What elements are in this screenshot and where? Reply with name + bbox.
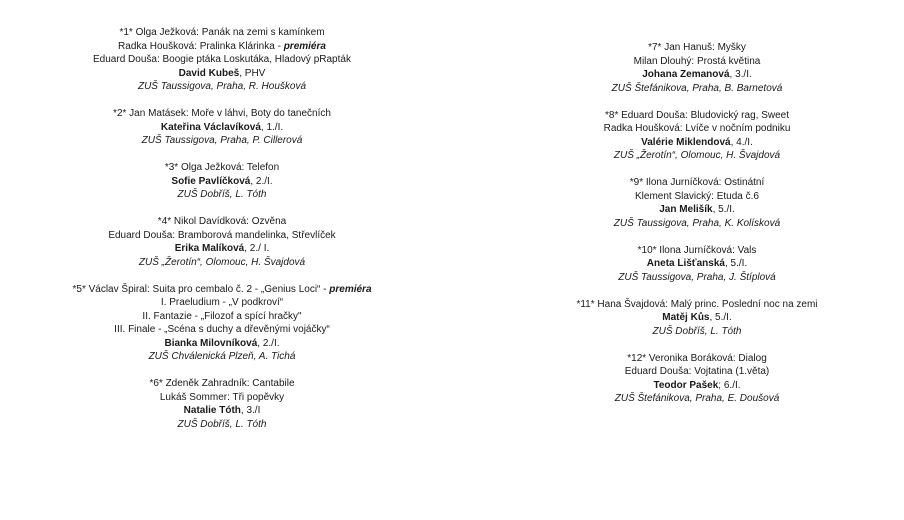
line-text: *9* Ilona Jurníčková: Ostinátní bbox=[629, 177, 765, 188]
line-text: Eduard Douša: Bramborová mandelinka, Střevlíček bbox=[108, 229, 336, 241]
line-text: Radka Houšková: Lvíče v nočním podniku bbox=[603, 123, 791, 134]
school-teacher: ZUŠ Taussigova, Praha, J. Štíplová bbox=[618, 271, 776, 283]
school-teacher: ZUŠ Taussigova, Praha, K. Kolísková bbox=[613, 217, 781, 229]
program-line bbox=[22, 40, 422, 54]
program-entry bbox=[22, 377, 422, 431]
program-line bbox=[22, 350, 422, 364]
line-text: , 3./I. bbox=[729, 69, 752, 80]
program-entry bbox=[22, 215, 422, 269]
performer-name: Matěj Kůs bbox=[662, 312, 710, 323]
program-line bbox=[512, 325, 882, 339]
program-line bbox=[22, 175, 422, 189]
line-text: , 2./I. bbox=[250, 175, 273, 187]
line-text: *10* Ilona Jurníčková: Vals bbox=[637, 244, 757, 256]
program-line bbox=[512, 55, 882, 69]
line-text: *7* Jan Hanuš: Myšky bbox=[648, 42, 746, 53]
program-line bbox=[22, 296, 422, 310]
line-text: *11* Hana Švajdová: Malý princ. Poslední noc na zemi bbox=[576, 298, 818, 310]
program-line bbox=[22, 242, 422, 256]
program-line bbox=[512, 176, 882, 190]
program-entry bbox=[512, 244, 882, 285]
school-teacher: ZUŠ Chválenická Plzeň, A. Tichá bbox=[148, 351, 296, 362]
school-teacher: ZUŠ Štefánikova, Praha, E. Doušová bbox=[614, 393, 780, 404]
program-entry bbox=[22, 161, 422, 202]
program-line bbox=[512, 217, 882, 231]
premiere-mark: premiéra bbox=[329, 283, 372, 295]
school-teacher: ZUŠ Dobříš, L. Tóth bbox=[652, 325, 742, 337]
performer-name: Kateřina Václavíková bbox=[160, 121, 261, 133]
line-text: III. Finale - „Scéna s duchy a dřevěnými vojáčky“ bbox=[114, 324, 330, 335]
line-text: , 2./I. bbox=[257, 337, 280, 349]
line-text: *2* Jan Matásek: Moře v láhvi, Boty do tanečních bbox=[113, 108, 331, 119]
program-line bbox=[512, 352, 882, 366]
school-teacher: ZUŠ Dobříš, L. Tóth bbox=[177, 189, 267, 200]
program-line bbox=[512, 244, 882, 258]
program-line bbox=[512, 149, 882, 163]
program-line bbox=[512, 257, 882, 271]
program-line bbox=[22, 161, 422, 175]
premiere-mark: premiéra bbox=[283, 40, 326, 52]
program-line bbox=[22, 323, 422, 337]
program-line bbox=[22, 121, 422, 135]
line-text: , 1./I. bbox=[260, 121, 284, 133]
program-line bbox=[512, 392, 882, 406]
program-entry bbox=[512, 109, 882, 163]
line-text: , 2./ I. bbox=[244, 243, 270, 254]
line-text: , 3./I bbox=[240, 405, 261, 416]
program-entry bbox=[512, 298, 882, 339]
program-line bbox=[22, 418, 422, 432]
line-text: Klement Slavický: Etuda č.6 bbox=[635, 190, 759, 202]
program-entry bbox=[22, 107, 422, 148]
program-entry bbox=[22, 26, 422, 94]
program-line bbox=[22, 67, 422, 81]
line-text: Eduard Douša: Vojtatina (1.věta) bbox=[624, 366, 770, 377]
line-text: , 5./I. bbox=[712, 204, 735, 215]
school-teacher: ZUŠ Dobříš, L. Tóth bbox=[177, 418, 267, 430]
line-text: *1* Olga Ježková: Panák na zemi s kamínkem bbox=[119, 27, 325, 38]
performer-name: Jan Melišík bbox=[659, 204, 713, 215]
school-teacher: ZUŠ „Žerotín“, Olomouc, H. Švajdová bbox=[138, 256, 306, 268]
program-line bbox=[512, 203, 882, 217]
line-text: , 4./I. bbox=[730, 136, 753, 148]
performer-name: Teodor Pašek bbox=[653, 379, 719, 391]
program-line bbox=[22, 310, 422, 324]
program-line bbox=[22, 256, 422, 270]
program-line bbox=[22, 377, 422, 391]
performer-name: Natalie Tóth bbox=[183, 405, 241, 416]
program-line bbox=[512, 311, 882, 325]
program-line bbox=[22, 337, 422, 351]
program-line bbox=[512, 298, 882, 312]
program-entry bbox=[512, 352, 882, 406]
program-line bbox=[512, 82, 882, 96]
line-text: *6* Zdeněk Zahradník: Cantabile bbox=[149, 378, 295, 389]
program-line bbox=[22, 188, 422, 202]
program-line bbox=[22, 229, 422, 243]
performer-name: Valérie Miklendová bbox=[641, 136, 731, 148]
line-text: *5* Václav Špiral: Suita pro cembalo č. 2 - „Genius Loci“ - bbox=[72, 283, 330, 295]
program-line bbox=[22, 26, 422, 40]
line-text: ; 6./I. bbox=[718, 379, 741, 391]
line-text: Eduard Douša: Boogie ptáka Loskutáka, Hladový pRapták bbox=[93, 54, 351, 65]
program-line bbox=[512, 379, 882, 393]
performer-name: Johana Zemanová bbox=[642, 69, 730, 80]
program-line bbox=[512, 68, 882, 82]
program-column-left bbox=[22, 26, 422, 445]
program-line bbox=[512, 271, 882, 285]
program-line bbox=[22, 134, 422, 148]
performer-name: David Kubeš bbox=[178, 67, 240, 79]
line-text: , 5./I. bbox=[724, 258, 748, 269]
line-text: *4* Nikol Davídková: Ozvěna bbox=[157, 216, 287, 227]
program-line bbox=[22, 53, 422, 67]
program-line bbox=[512, 136, 882, 150]
program-line bbox=[512, 365, 882, 379]
performer-name: Aneta Lišťanská bbox=[646, 258, 725, 269]
line-text: , 5./I. bbox=[709, 312, 732, 323]
program-line bbox=[22, 404, 422, 418]
school-teacher: ZUŠ Taussigova, Praha, R. Houšková bbox=[137, 81, 307, 92]
line-text: , PHV bbox=[239, 67, 266, 79]
line-text: Milan Dlouhý: Prostá květina bbox=[633, 55, 761, 67]
program-line bbox=[22, 283, 422, 297]
program-line bbox=[22, 107, 422, 121]
school-teacher: ZUŠ Taussigova, Praha, P. Cillerová bbox=[141, 135, 303, 146]
program-line bbox=[22, 80, 422, 94]
program-entry bbox=[22, 283, 422, 364]
program-line bbox=[512, 122, 882, 136]
school-teacher: ZUŠ „Žerotín“, Olomouc, H. Švajdová bbox=[613, 150, 781, 161]
line-text: *8* Eduard Douša: Bludovický rag, Sweet bbox=[605, 109, 789, 121]
school-teacher: ZUŠ Štefánikova, Praha, B. Barnetová bbox=[611, 82, 783, 94]
performer-name: Erika Malíková bbox=[174, 243, 245, 254]
program-line bbox=[512, 190, 882, 204]
program-line bbox=[22, 215, 422, 229]
line-text: Lukáš Sommer: Tři popěvky bbox=[159, 391, 285, 403]
performer-name: Sofie Pavlíčková bbox=[171, 175, 251, 187]
program-entry bbox=[512, 41, 882, 95]
program-line bbox=[512, 109, 882, 123]
line-text: *3* Olga Ježková: Telefon bbox=[164, 162, 280, 173]
line-text: II. Fantazie - „Filozof a spící hračky" bbox=[142, 310, 302, 322]
program-line bbox=[22, 391, 422, 405]
program-line bbox=[512, 41, 882, 55]
performer-name: Bianka Milovníková bbox=[164, 337, 258, 349]
program-column-right bbox=[512, 41, 882, 419]
line-text: I. Praeludium - „V podkroví“ bbox=[160, 297, 284, 308]
line-text: *12* Veronika Boráková: Dialog bbox=[627, 352, 767, 364]
program-entry bbox=[512, 176, 882, 230]
line-text: Radka Houšková: Pralinka Klárinka - bbox=[118, 40, 284, 52]
